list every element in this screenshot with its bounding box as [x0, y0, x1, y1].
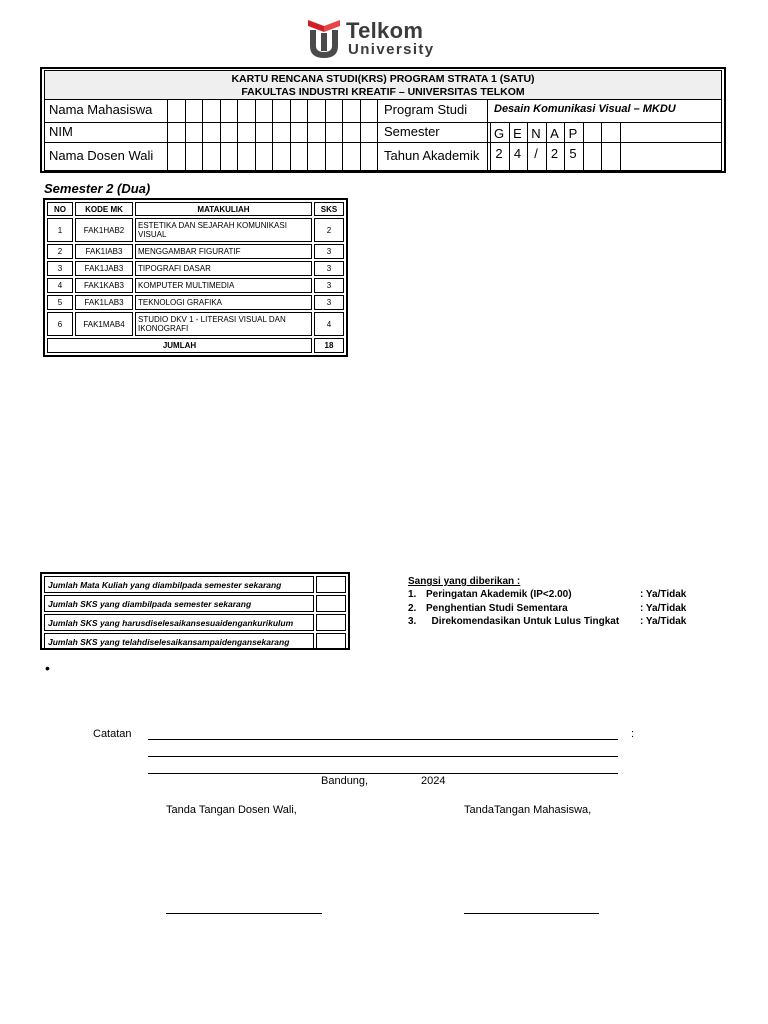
semester-label: Semester [384, 124, 440, 139]
row-sks: 4 [314, 312, 344, 336]
char-box-divider [583, 143, 584, 170]
row-matakuliah: MENGGAMBAR FIGURATIF [135, 244, 312, 259]
form-title-line2: FAKULTAS INDUSTRI KREATIF – UNIVERSITAS TELKOM [241, 86, 525, 98]
char-cell: 2 [495, 146, 503, 161]
char-box-divider [601, 143, 602, 170]
char-cell: 5 [569, 146, 577, 161]
col-header-no: NO [47, 202, 73, 216]
name-box-divider [360, 122, 361, 142]
sanksi-num: 2. [408, 602, 417, 614]
mahasiswa-signature-line[interactable] [464, 913, 599, 914]
char-box-divider [620, 143, 621, 170]
nim-label: NIM [49, 124, 73, 139]
name-box-divider [290, 142, 291, 170]
summary-value-cell[interactable] [316, 614, 346, 631]
summary-value-cell[interactable] [316, 595, 346, 612]
name-box-divider [237, 122, 238, 142]
row-matakuliah: TEKNOLOGI GRAFIKA [135, 295, 312, 310]
name-box-divider [167, 122, 168, 142]
name-box-divider [202, 100, 203, 122]
sanksi-text: Direkomendasikan Untuk Lulus Tingkat [426, 616, 620, 627]
name-box-divider [237, 100, 238, 122]
char-cell: / [534, 146, 538, 161]
value-column-divider [487, 100, 488, 170]
row-kode: FAK1JAB3 [75, 261, 133, 276]
name-box-divider [272, 122, 273, 142]
table-row [47, 278, 344, 293]
table-row [47, 312, 344, 336]
char-box-divider [601, 123, 602, 142]
course-table-header-row [47, 202, 344, 216]
year-label: 2024 [421, 775, 446, 787]
name-box-divider [342, 100, 343, 122]
summary-box [40, 572, 350, 650]
summary-row [44, 576, 346, 593]
row-sks: 2 [314, 218, 344, 242]
name-box-divider [290, 100, 291, 122]
char-cell: 2 [550, 146, 559, 161]
row-no: 6 [47, 312, 73, 336]
char-cell: A [550, 126, 559, 141]
sanksi-item [408, 603, 708, 617]
col-header-sks: SKS [314, 202, 344, 216]
char-cell: N [531, 126, 541, 141]
row-sks: 3 [314, 261, 344, 276]
sanksi-value: : Ya/Tidak [640, 589, 687, 600]
catatan-line[interactable] [148, 773, 618, 774]
char-box-divider [583, 123, 584, 142]
name-box-divider [325, 142, 326, 170]
logo-sub-text: University [348, 41, 435, 58]
logo-mark-icon [306, 16, 342, 60]
row-kode: FAK1IAB3 [75, 244, 133, 259]
row-border-left [44, 100, 45, 170]
nama-mahasiswa-label: Nama Mahasiswa [49, 102, 153, 117]
char-cell: G [493, 126, 505, 141]
summary-label: Jumlah Mata Kuliah yang diambilpada semester sekarang [44, 576, 314, 593]
name-box-divider [307, 122, 308, 142]
row-kode: FAK1LAB3 [75, 295, 133, 310]
row-border-right [721, 100, 722, 170]
total-value: 18 [314, 338, 344, 353]
dosen-signature-line[interactable] [166, 913, 322, 914]
char-cell: P [568, 126, 578, 141]
row-sks: 3 [314, 295, 344, 310]
mahasiswa-signature-label: TandaTangan Mahasiswa, [464, 804, 592, 816]
tahun-akademik-label: Tahun Akademik [384, 148, 480, 163]
char-box-divider [620, 123, 621, 142]
name-box-divider [255, 100, 256, 122]
name-box-divider [272, 142, 273, 170]
name-box-divider [237, 142, 238, 170]
row-matakuliah: STUDIO DKV 1 - LITERASI VISUAL DAN IKONOGRAFI [135, 312, 312, 336]
sanksi-text: Peringatan Akademik (IP<2.00) [426, 589, 572, 600]
total-label: JUMLAH [47, 338, 312, 353]
row-kode: FAK1MAB4 [75, 312, 133, 336]
name-box-divider [185, 142, 186, 170]
name-box-divider [220, 122, 221, 142]
char-cell: E [513, 126, 522, 141]
summary-row [44, 595, 346, 612]
row-sks: 3 [314, 244, 344, 259]
nama-dosen-label: Nama Dosen Wali [49, 148, 154, 163]
row-no: 1 [47, 218, 73, 242]
name-box-divider [307, 142, 308, 170]
name-box-divider [202, 142, 203, 170]
table-row [47, 218, 344, 242]
row-no: 2 [47, 244, 73, 259]
catatan-colon: : [631, 728, 635, 740]
sanksi-text: Penghentian Studi Sementara [426, 602, 568, 614]
name-box-divider [220, 100, 221, 122]
name-box-divider [325, 122, 326, 142]
bullet-point: • [45, 660, 50, 676]
row-divider [44, 170, 722, 171]
col-header-matakuliah: MATAKULIAH [135, 202, 312, 216]
table-row [47, 261, 344, 276]
name-box-divider [307, 100, 308, 122]
table-total-row [47, 338, 344, 353]
dosen-signature-label: Tanda Tangan Dosen Wali, [166, 804, 297, 816]
row-kode: FAK1KAB3 [75, 278, 133, 293]
column-divider [377, 100, 378, 170]
catatan-line[interactable] [148, 756, 618, 757]
sanksi-value: : Ya/Tidak [640, 616, 687, 627]
sanksi-num: 1. [408, 589, 417, 600]
name-box-divider [272, 100, 273, 122]
summary-row [44, 614, 346, 631]
summary-value-cell[interactable] [316, 576, 346, 593]
name-box-divider [325, 100, 326, 122]
table-row [47, 244, 344, 259]
row-matakuliah: ESTETIKA DAN SEJARAH KOMUNIKASI VISUAL [135, 218, 312, 242]
name-box-divider [185, 122, 186, 142]
summary-label: Jumlah SKS yang telahdiselesaikansampaidengansekarang [44, 633, 314, 650]
name-box-divider [360, 100, 361, 122]
catatan-line[interactable] [148, 739, 618, 740]
sanksi-title: Sangsi yang diberikan : [408, 576, 521, 587]
place-label: Bandung, [321, 775, 369, 787]
summary-label: Jumlah SKS yang harusdiselesaikansesuaidengankurikulum [44, 614, 314, 631]
row-no: 5 [47, 295, 73, 310]
row-no: 3 [47, 261, 73, 276]
telkom-university-logo [306, 16, 446, 62]
name-box-divider [342, 142, 343, 170]
name-box-divider [167, 142, 168, 170]
name-box-divider [255, 122, 256, 142]
sanksi-num: 3. [408, 616, 417, 627]
form-title-line1: KARTU RENCANA STUDI(KRS) PROGRAM STRATA 1 (SATU) [231, 73, 535, 85]
name-box-divider [167, 100, 168, 122]
sanksi-section [408, 576, 708, 630]
row-sks: 3 [314, 278, 344, 293]
name-box-divider [342, 122, 343, 142]
row-matakuliah: KOMPUTER MULTIMEDIA [135, 278, 312, 293]
program-studi-label: Program Studi [384, 102, 468, 117]
name-box-divider [255, 142, 256, 170]
name-box-divider [202, 122, 203, 142]
program-studi-value: Desain Komunikasi Visual – MKDU [494, 103, 676, 115]
catatan-label: Catatan [93, 728, 132, 740]
row-no: 4 [47, 278, 73, 293]
logo-brand-text: Telkom [346, 18, 424, 43]
sanksi-value: : Ya/Tidak [640, 602, 687, 614]
name-box-divider [360, 142, 361, 170]
row-matakuliah: TIPOGRAFI DASAR [135, 261, 312, 276]
summary-value-cell[interactable] [316, 633, 346, 650]
sanksi-item [408, 616, 708, 630]
name-box-divider [290, 122, 291, 142]
summary-row [44, 633, 346, 650]
semester-heading: Semester 2 (Dua) [44, 181, 151, 196]
form-title-bar [44, 70, 722, 100]
sanksi-item [408, 589, 708, 603]
name-box-divider [185, 100, 186, 122]
char-cell: 4 [513, 146, 522, 161]
table-row [47, 295, 344, 310]
name-box-divider [220, 142, 221, 170]
summary-label: Jumlah SKS yang diambilpada semester sekarang [44, 595, 314, 612]
col-header-kode: KODE MK [75, 202, 133, 216]
course-table [43, 198, 348, 357]
row-kode: FAK1HAB2 [75, 218, 133, 242]
